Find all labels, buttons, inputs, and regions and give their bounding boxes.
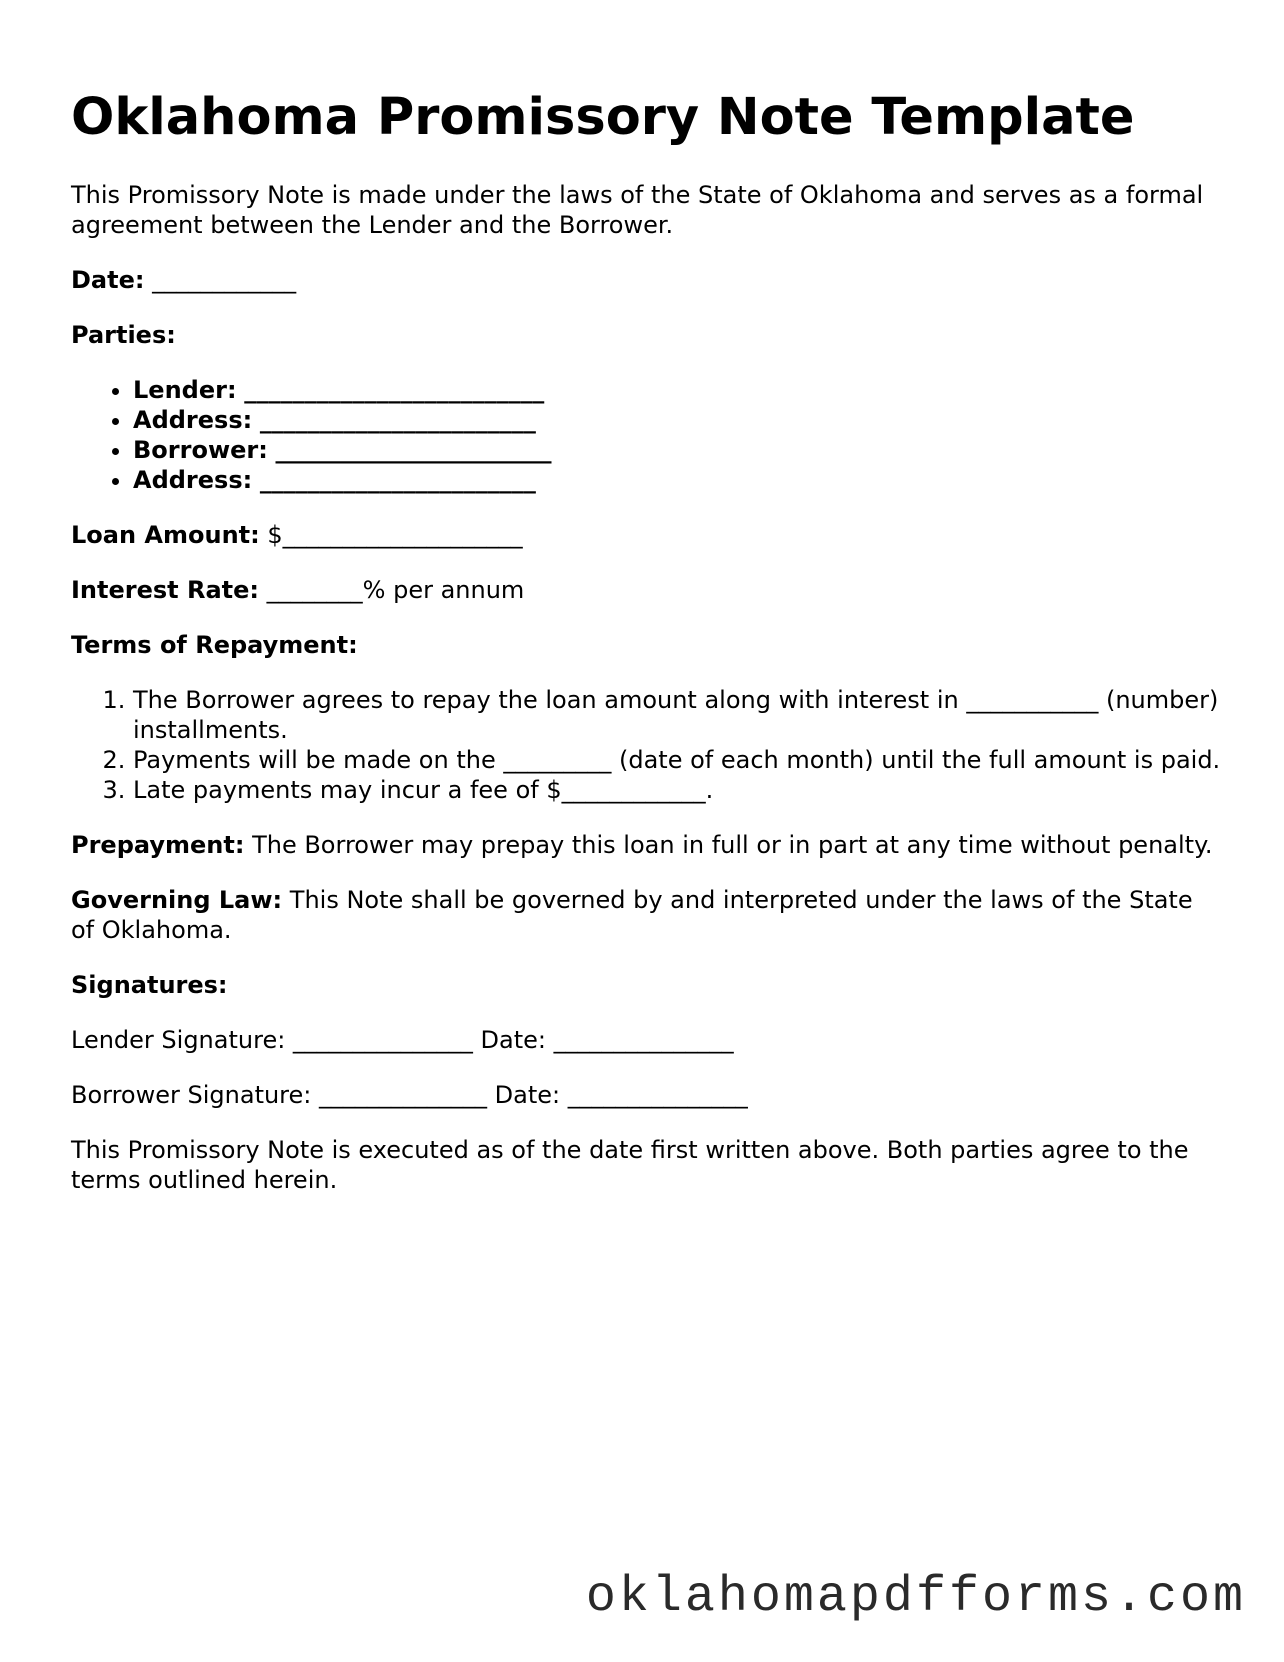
prepayment-label: Prepayment:	[71, 831, 245, 859]
date-blank: ____________	[152, 266, 297, 294]
repayment-heading: Terms of Repayment:	[71, 631, 358, 659]
borrower-signature-line: Borrower Signature: ______________ Date: _______________	[71, 1081, 748, 1109]
party-blank: _______________________	[259, 466, 536, 494]
prepayment-paragraph	[71, 830, 1221, 860]
parties-list	[71, 375, 1221, 495]
prepayment-text: The Borrower may prepay this loan in full or in part at any time without penalty.	[252, 831, 1213, 859]
date-label: Date:	[71, 266, 145, 294]
interest-rate-blank: ________% per annum	[266, 576, 525, 604]
party-blank: _______________________	[259, 406, 536, 434]
party-label: Address:	[133, 466, 253, 494]
parties-heading: Parties:	[71, 321, 176, 349]
party-blank: _________________________	[244, 376, 545, 404]
loan-amount-field	[71, 520, 1221, 550]
party-item-lender-address	[133, 405, 1221, 435]
party-label: Borrower:	[133, 436, 268, 464]
repayment-item: 2. Payments will be made on the _________ (date of each month) until the full amount is paid.	[133, 745, 1221, 775]
document-title: Oklahoma Promissory Note Template	[71, 88, 1135, 147]
governing-law-text: This Note shall be governed by and interpreted under the laws of the State of Oklahoma.	[71, 886, 1193, 944]
closing-paragraph: This Promissory Note is executed as of the date first written above. Both parties agree to the terms outlined herein.	[71, 1136, 1189, 1194]
party-blank: _______________________	[275, 436, 552, 464]
interest-rate-field	[71, 575, 1221, 605]
intro-paragraph: This Promissory Note is made under the laws of the State of Oklahoma and serves as a formal agreement between the Lender and the Borrower.	[71, 181, 1204, 239]
party-label: Lender:	[133, 376, 237, 404]
party-item-borrower	[133, 435, 1221, 465]
document-page	[71, 88, 1221, 1220]
interest-rate-label: Interest Rate:	[71, 576, 260, 604]
party-item-borrower-address	[133, 465, 1221, 495]
signatures-heading: Signatures:	[71, 971, 228, 999]
date-field	[71, 265, 1221, 295]
lender-signature-line: Lender Signature: _______________ Date: _______________	[71, 1026, 734, 1054]
repayment-item: 3. Late payments may incur a fee of $____________.	[133, 775, 1221, 805]
party-label: Address:	[133, 406, 253, 434]
site-watermark: oklahomapdfforms.com	[585, 1569, 1246, 1626]
party-item-lender	[133, 375, 1221, 405]
governing-law-label: Governing Law:	[71, 886, 283, 914]
loan-amount-blank: $____________________	[267, 521, 523, 549]
loan-amount-label: Loan Amount:	[71, 521, 260, 549]
repayment-item: 1. The Borrower agrees to repay the loan amount along with interest in ___________ (number) installments.	[133, 685, 1221, 745]
governing-law-paragraph	[71, 885, 1221, 945]
repayment-list	[71, 685, 1221, 805]
